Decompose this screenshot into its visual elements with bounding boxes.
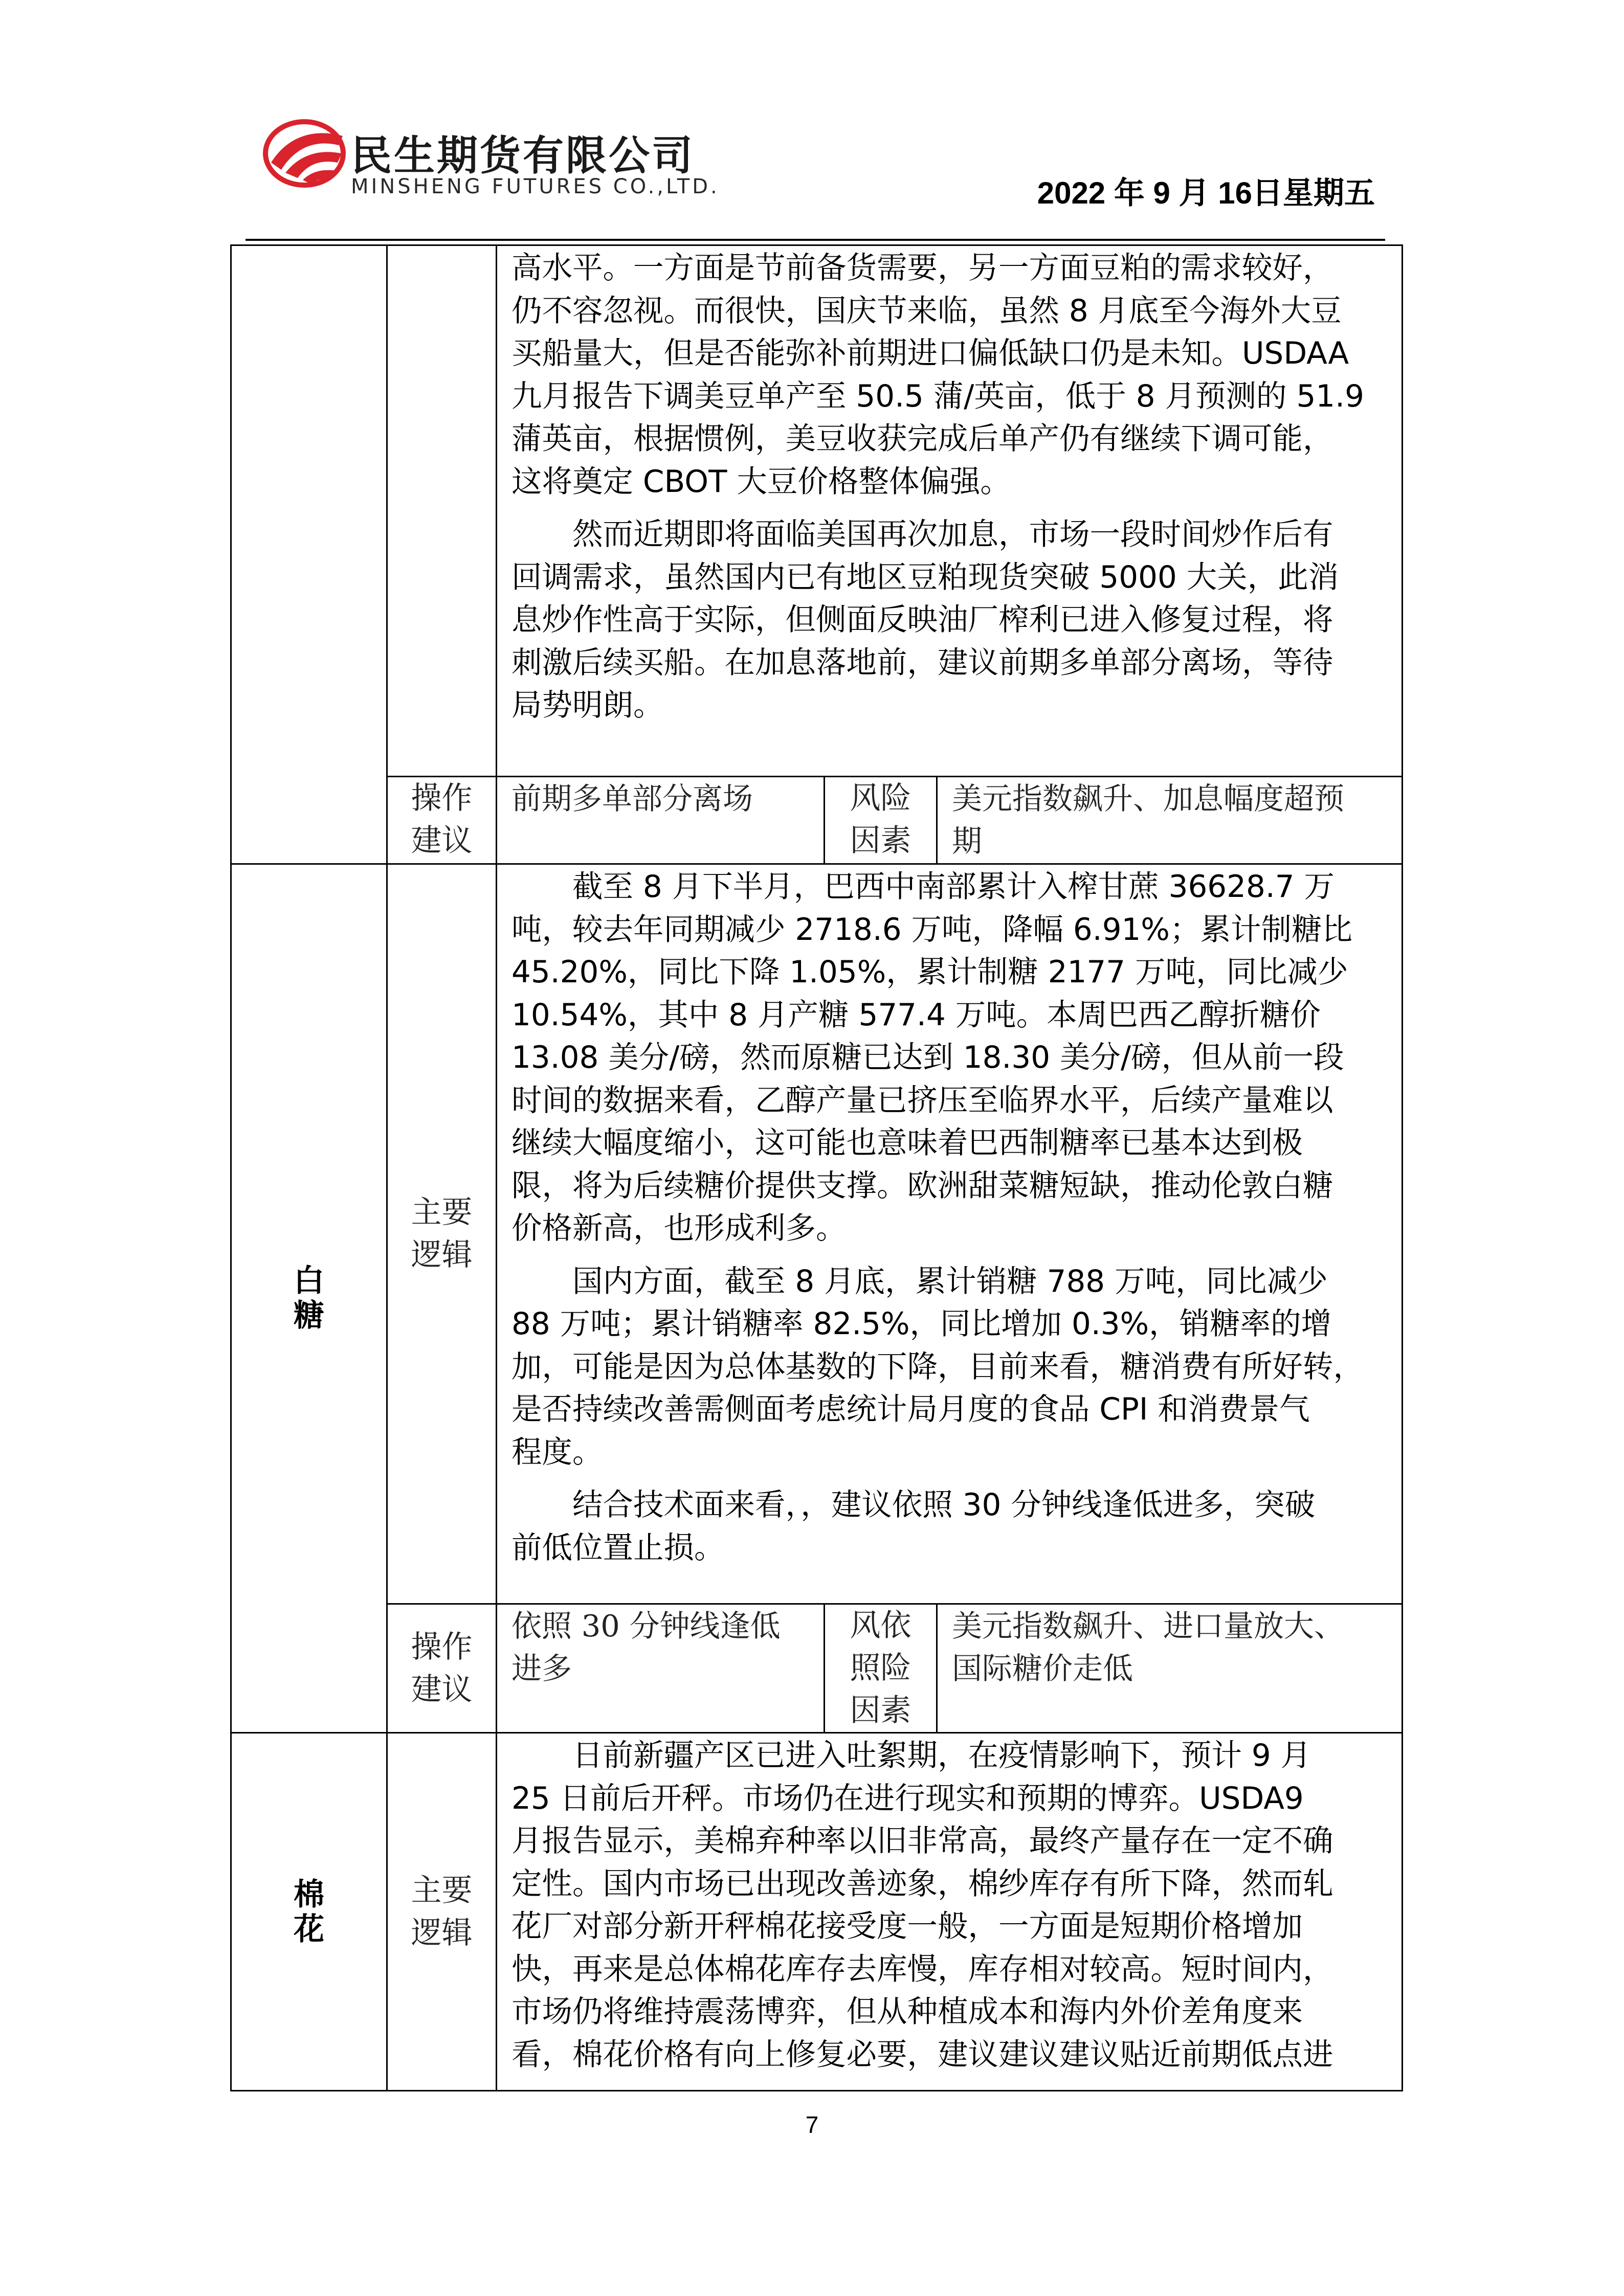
paragraph [511,1735,1387,2076]
operation-row [231,777,1403,864]
minsheng-logo-icon [261,114,348,190]
text-line: 九月报告下调美豆单产至 50.5 蒲/英亩，低于 8 月预测的 51.9 [511,378,1364,414]
ops-advice-cell [497,777,825,864]
paragraph [511,247,1387,503]
ops-label: 操作建议 [411,1629,473,1707]
category-cell [231,864,387,1733]
text-line: 日前新疆产区已进入吐絮期，在疫情影响下，预计 9 月 [511,1738,1311,1773]
text-line: 快，再来是总体棉花库存去库慢，库存相对较高。短时间内， [511,1951,1333,1987]
risk-cell [937,1604,1403,1733]
text-line: 前低位置止损。 [511,1530,725,1566]
risk-text: 期 [952,823,983,859]
date-year-unit: 年 [1114,175,1145,211]
text-line: 价格新高，也形成利多。 [511,1211,847,1246]
text-line: 国内方面，截至 8 月底，累计销糖 788 万吨，同比减少 [511,1264,1328,1299]
risk-text: 国际糖价走低 [952,1651,1133,1686]
strategy-table [230,244,1403,2091]
sub-label-cell [387,245,497,777]
table-row [231,1733,1403,2091]
company-name-en: MINSHENG FUTURES CO.,LTD. [351,175,720,198]
sub-label: 主要逻辑 [411,1872,473,1951]
text-line: 88 万吨；累计销糖率 82.5%，同比增加 0.3%，销糖率的增 [511,1307,1332,1342]
date-day: 16 [1218,176,1252,210]
text-line: 仍不容忽视。而很快，国庆节来临，虽然 8 月底至今海外大豆 [511,293,1342,329]
table-row [231,864,1403,1604]
category-label: 棉花 [294,1876,324,1947]
risk-text: 美元指数飙升、进口量放大、 [952,1608,1345,1644]
risk-label: 风依照险因素 [850,1608,911,1728]
company-logo [261,114,772,211]
ops-advice: 进多 [511,1651,572,1686]
text-line: 买船量大，但是否能弥补前期进口偏低缺口仍是未知。USDAA [511,336,1349,371]
text-line: 限，将为后续糖价提供支撑。欧洲甜菜糖短缺，推动伦敦白糖 [511,1168,1333,1204]
report-date [1037,169,1375,213]
text-line: 截至 8 月下半月，巴西中南部累计入榨甘蔗 36628.7 万 [511,869,1335,905]
ops-advice-cell [497,1604,825,1733]
risk-label: 风险因素 [850,780,911,859]
text-line: 时间的数据来看，乙醇产量已挤压至临界水平，后续产量难以 [511,1083,1333,1118]
ops-advice: 依照 30 分钟线逢低 [511,1608,781,1644]
date-month-unit: 月 [1178,175,1210,211]
sub-label-cell [387,864,497,1604]
text-line: 月报告显示，美棉弃种率以旧非常高，最终产量存在一定不确 [511,1824,1333,1859]
date-day-unit: 日星期五 [1252,175,1375,211]
text-line: 定性。国内市场已出现改善迹象，棉纱库存有所下降，然而轧 [511,1866,1333,1902]
page-number: 7 [805,2111,819,2138]
text-line: 结合技术面来看，，建议依照 30 分钟线逢低进多，突破 [511,1488,1316,1523]
sub-label: 主要逻辑 [411,1195,473,1273]
date-month: 9 [1153,176,1170,210]
text-line: 程度。 [511,1434,603,1470]
text-line: 看，棉花价格有向上修复必要，建议建议建议贴近前期低点进 [511,2037,1333,2073]
main-logic-cell [497,245,1403,777]
risk-text: 美元指数飙升、加息幅度超预 [952,781,1345,816]
operation-row [231,1604,1403,1733]
text-line: 继续大幅度缩小，这可能也意味着巴西制糖率已基本达到极 [511,1126,1303,1161]
text-line: 是否持续改善需侧面考虑统计局月度的食品 CPI 和消费景气 [511,1392,1310,1427]
text-line: 吨，较去年同期减少 2718.6 万吨，降幅 6.91%；累计制糖比 [511,912,1352,948]
ops-label-cell [387,1604,497,1733]
main-logic-cell [497,1733,1403,2091]
category-cell [231,1733,387,2091]
risk-cell [937,777,1403,864]
ops-label-cell [387,777,497,864]
text-line: 息炒作性高于实际，但侧面反映油厂榨利已进入修复过程，将 [511,602,1333,638]
risk-label-cell [825,1604,937,1733]
text-line: 蒲英亩，根据惯例，美豆收获完成后单产仍有继续下调可能， [511,421,1333,457]
text-line: 局势明朗。 [511,688,664,723]
header-divider [246,239,1385,241]
text-line: 13.08 美分/磅，然而原糖已达到 18.30 美分/磅，但从前一段 [511,1040,1344,1075]
text-line: 这将奠定 CBOT 大豆价格整体偏强。 [511,464,1011,500]
category-cell [231,245,387,864]
text-line: 10.54%，其中 8 月产糖 577.4 万吨。本周巴西乙醇折糖价 [511,997,1321,1033]
text-line: 高水平。一方面是节前备货需要，另一方面豆粕的需求较好， [511,251,1333,286]
sub-label-cell [387,1733,497,2091]
paragraph [511,866,1387,1250]
ops-label: 操作建议 [411,780,473,859]
date-year: 2022 [1037,176,1106,210]
text-line: 25 日前后开秤。市场仍在进行现实和预期的博弈。USDA9 [511,1781,1304,1816]
main-logic-cell [497,864,1403,1604]
text-line: 45.20%，同比下降 1.05%，累计制糖 2177 万吨，同比减少 [511,955,1348,990]
risk-label-cell [825,777,937,864]
paragraph [511,513,1387,727]
ops-advice: 前期多单部分离场 [511,781,753,816]
text-line: 刺激后续买船。在加息落地前，建议前期多单部分离场，等待 [511,645,1333,681]
text-line: 市场仍将维持震荡博弈，但从种植成本和海内外价差角度来 [511,1994,1303,2030]
company-name-cn: 民生期货有限公司 [351,132,695,179]
paragraph [511,1484,1387,1569]
paragraph [511,1260,1387,1474]
table-row [231,245,1403,777]
text-line: 然而近期即将面临美国再次加息，市场一段时间炒作后有 [511,517,1333,552]
text-line: 回调需求，虽然国内已有地区豆粕现货突破 5000 大关，此消 [511,559,1339,595]
category-label: 白糖 [294,1263,324,1334]
text-line: 加，可能是因为总体基数的下降，目前来看，糖消费有所好转， [511,1349,1364,1385]
text-line: 花厂对部分新开秤棉花接受度一般，一方面是短期价格增加 [511,1909,1303,1944]
